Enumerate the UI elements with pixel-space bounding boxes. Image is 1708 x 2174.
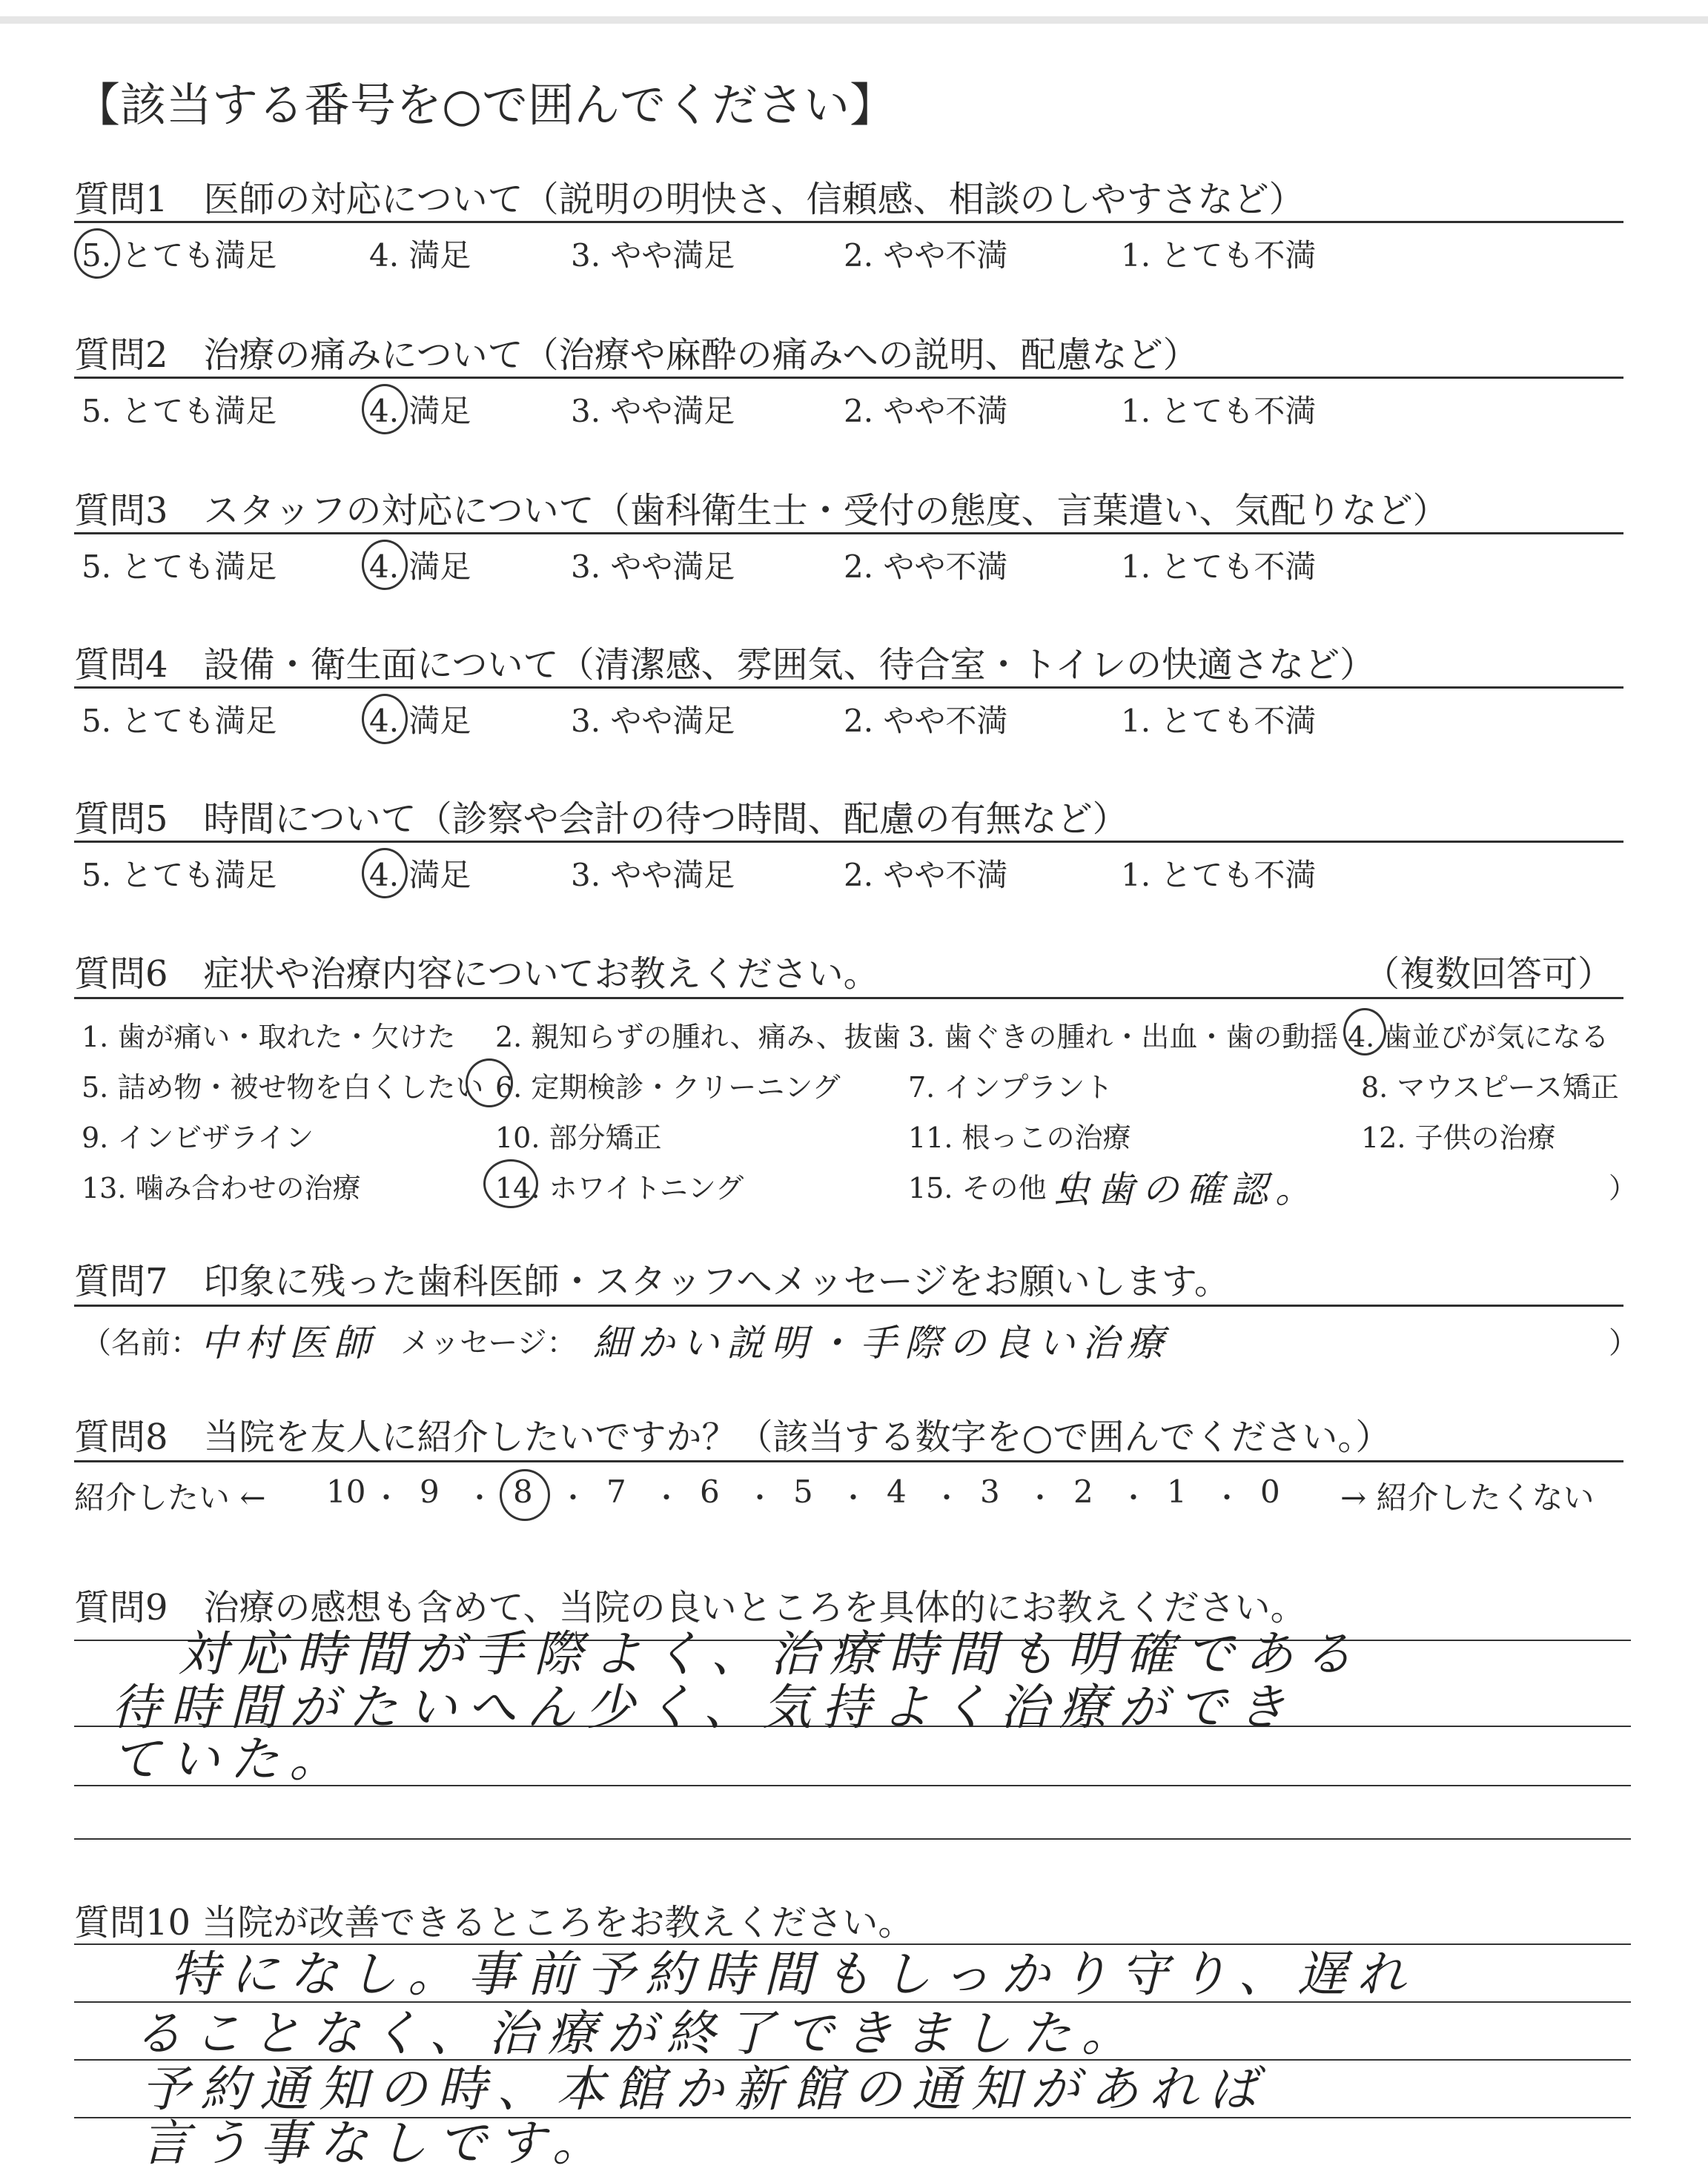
q3-option-4[interactable]: 4. 満足 <box>369 549 471 585</box>
q6-item-13[interactable]: 13. 噛み合わせの治療 <box>82 1172 361 1204</box>
q8-separator: ・ <box>372 1482 401 1514</box>
q2-option-5[interactable]: 5. とても満足 <box>82 393 277 429</box>
q4-option-4[interactable]: 4. 満足 <box>369 703 471 739</box>
q10-answer-line-1: 特になし。事前予約時間もしっかり守り、遅れ <box>171 1946 1416 2003</box>
q7-rule <box>74 1305 1623 1307</box>
q6-other-handwritten: 虫歯の確認。 <box>1053 1168 1320 1211</box>
q6-item-8[interactable]: 8. マウスピース矯正 <box>1361 1071 1619 1104</box>
q7-name-handwritten: 中村医師 <box>200 1322 378 1365</box>
q6-label: 質問6 症状や治療内容についてお教えください。 <box>74 953 879 995</box>
q8-scale-2[interactable]: 2 <box>1073 1474 1093 1510</box>
q8-separator: ・ <box>1026 1482 1055 1514</box>
q4-label: 質問4 設備・衛生面について（清潔感、雰囲気、待合室・トイレの快適さなど） <box>74 644 1376 686</box>
q6-item-4[interactable]: 4. 歯並びが気になる <box>1348 1021 1609 1053</box>
q4-option-5[interactable]: 5. とても満足 <box>82 703 277 739</box>
scan-top-edge <box>0 16 1708 24</box>
q8-scale-4[interactable]: 4 <box>887 1474 907 1510</box>
q6-item-12[interactable]: 12. 子供の治療 <box>1361 1121 1556 1154</box>
q6-item-2[interactable]: 2. 親知らずの腫れ、痛み、抜歯 <box>495 1021 901 1053</box>
q8-separator: ・ <box>1213 1482 1242 1514</box>
q8-scale-0[interactable]: 0 <box>1260 1474 1280 1510</box>
q6-item-14[interactable]: 14. ホワイトニング <box>495 1172 744 1204</box>
q6-item-1[interactable]: 1. 歯が痛い・取れた・欠けた <box>82 1021 456 1053</box>
q6-item-7[interactable]: 7. インプラント <box>908 1071 1113 1104</box>
q3-option-3[interactable]: 3. やや満足 <box>571 549 735 585</box>
q6-item-6[interactable]: 6. 定期検診・クリーニング <box>495 1071 841 1104</box>
q8-scale-9[interactable]: 9 <box>420 1474 440 1510</box>
q9-answer-line-2: 待時間がたいへん少く、気持よく治療ができ <box>111 1679 1297 1736</box>
q2-option-4[interactable]: 4. 満足 <box>369 393 471 429</box>
q6-item-10[interactable]: 10. 部分矯正 <box>495 1121 662 1154</box>
q8-scale-8[interactable]: 8 <box>513 1474 533 1510</box>
q10-answer-line-2: ることなく、治療が終了できました。 <box>133 2005 1141 2062</box>
q7-message-label: メッセージ： <box>400 1326 577 1360</box>
q9-answer-line-1: 対応時間が手際よく、治療時間も明確である <box>178 1625 1363 1683</box>
q8-separator: ・ <box>933 1482 961 1514</box>
q6-note: （複数回答可） <box>1364 953 1614 995</box>
q2-option-3[interactable]: 3. やや満足 <box>571 393 735 429</box>
q8-separator: ・ <box>839 1482 868 1514</box>
q8-separator: ・ <box>466 1482 494 1514</box>
q3-option-1[interactable]: 1. とても不満 <box>1121 549 1317 585</box>
q9-line-4 <box>74 1838 1631 1840</box>
q7-message-handwritten: 細かい説明・手際の良い治療 <box>593 1322 1171 1365</box>
q4-option-1[interactable]: 1. とても不満 <box>1121 703 1317 739</box>
form-title: 【該当する番号を○で囲んでください】 <box>74 78 896 132</box>
q2-rule <box>74 377 1623 379</box>
q1-option-4[interactable]: 4. 満足 <box>369 237 471 274</box>
q10-answer-line-4: 言う事なしです。 <box>141 2115 612 2172</box>
q8-separator: ・ <box>746 1482 775 1514</box>
q9-label: 質問9 治療の感想も含めて、当院の良いところを具体的にお教えください。 <box>74 1587 1306 1628</box>
q6-other-close: ） <box>1609 1172 1638 1204</box>
q6-item-15[interactable]: 15. その他（ <box>908 1172 1075 1204</box>
q8-separator: ・ <box>652 1482 681 1514</box>
q1-rule <box>74 221 1623 223</box>
q8-left-label: 紹介したい ← <box>74 1479 266 1516</box>
q3-rule <box>74 532 1623 534</box>
q4-option-3[interactable]: 3. やや満足 <box>571 703 735 739</box>
q7-label: 質問7 印象に残った歯科医師・スタッフへメッセージをお願いします。 <box>74 1261 1230 1302</box>
q1-option-2[interactable]: 2. やや不満 <box>844 237 1008 274</box>
q10-answer-line-3: 予約通知の時、本館か新館の通知があれば <box>141 2061 1268 2118</box>
q8-scale-3[interactable]: 3 <box>980 1474 1000 1510</box>
q8-scale-10[interactable]: 10 <box>326 1474 366 1510</box>
q6-item-3[interactable]: 3. 歯ぐきの腫れ・出血・歯の動揺 <box>908 1021 1339 1053</box>
q7-name-prefix: （名前： <box>82 1326 200 1360</box>
q6-rule <box>74 997 1623 999</box>
q10-label: 質問10 当院が改善できるところをお教えください。 <box>74 1902 914 1943</box>
q8-label: 質問8 当院を友人に紹介したいですか？（該当する数字を○で囲んでください。） <box>74 1416 1391 1458</box>
q5-option-3[interactable]: 3. やや満足 <box>571 857 735 893</box>
q1-option-3[interactable]: 3. やや満足 <box>571 237 735 274</box>
q3-option-5[interactable]: 5. とても満足 <box>82 549 277 585</box>
q5-option-5[interactable]: 5. とても満足 <box>82 857 277 893</box>
q5-label: 質問5 時間について（診察や会計の待つ時間、配慮の有無など） <box>74 798 1128 840</box>
q5-option-4[interactable]: 4. 満足 <box>369 857 471 893</box>
q1-option-1[interactable]: 1. とても不満 <box>1121 237 1317 274</box>
q4-option-2[interactable]: 2. やや不満 <box>844 703 1008 739</box>
q5-option-2[interactable]: 2. やや不満 <box>844 857 1008 893</box>
q2-label: 質問2 治療の痛みについて（治療や麻酔の痛みへの説明、配慮など） <box>74 334 1199 376</box>
q8-separator: ・ <box>559 1482 588 1514</box>
q2-option-1[interactable]: 1. とても不満 <box>1121 393 1317 429</box>
q6-item-5[interactable]: 5. 詰め物・被せ物を白くしたい <box>82 1071 484 1104</box>
q8-scale-6[interactable]: 6 <box>700 1474 720 1510</box>
q3-label: 質問3 スタッフの対応について（歯科衛生士・受付の態度、言葉遣い、気配りなど） <box>74 490 1449 531</box>
q5-option-1[interactable]: 1. とても不満 <box>1121 857 1317 893</box>
q4-rule <box>74 686 1623 689</box>
q5-rule <box>74 841 1623 843</box>
q2-option-2[interactable]: 2. やや不満 <box>844 393 1008 429</box>
q8-scale-7[interactable]: 7 <box>606 1474 626 1510</box>
q8-right-label: → 紹介したくない <box>1340 1479 1595 1516</box>
q8-rule <box>74 1460 1623 1462</box>
q8-scale-5[interactable]: 5 <box>793 1474 813 1510</box>
q8-separator: ・ <box>1119 1482 1148 1514</box>
q1-option-5[interactable]: 5. とても満足 <box>82 237 277 274</box>
q9-answer-line-3: ていた。 <box>111 1731 348 1788</box>
q1-label: 質問1 医師の対応について（説明の明快さ、信頼感、相談のしやすさなど） <box>74 179 1305 220</box>
q6-item-11[interactable]: 11. 根っこの治療 <box>908 1121 1131 1154</box>
q8-scale-1[interactable]: 1 <box>1167 1474 1187 1510</box>
q3-option-2[interactable]: 2. やや不満 <box>844 549 1008 585</box>
q7-close: ） <box>1609 1326 1638 1360</box>
q6-item-9[interactable]: 9. インビザライン <box>82 1121 314 1154</box>
